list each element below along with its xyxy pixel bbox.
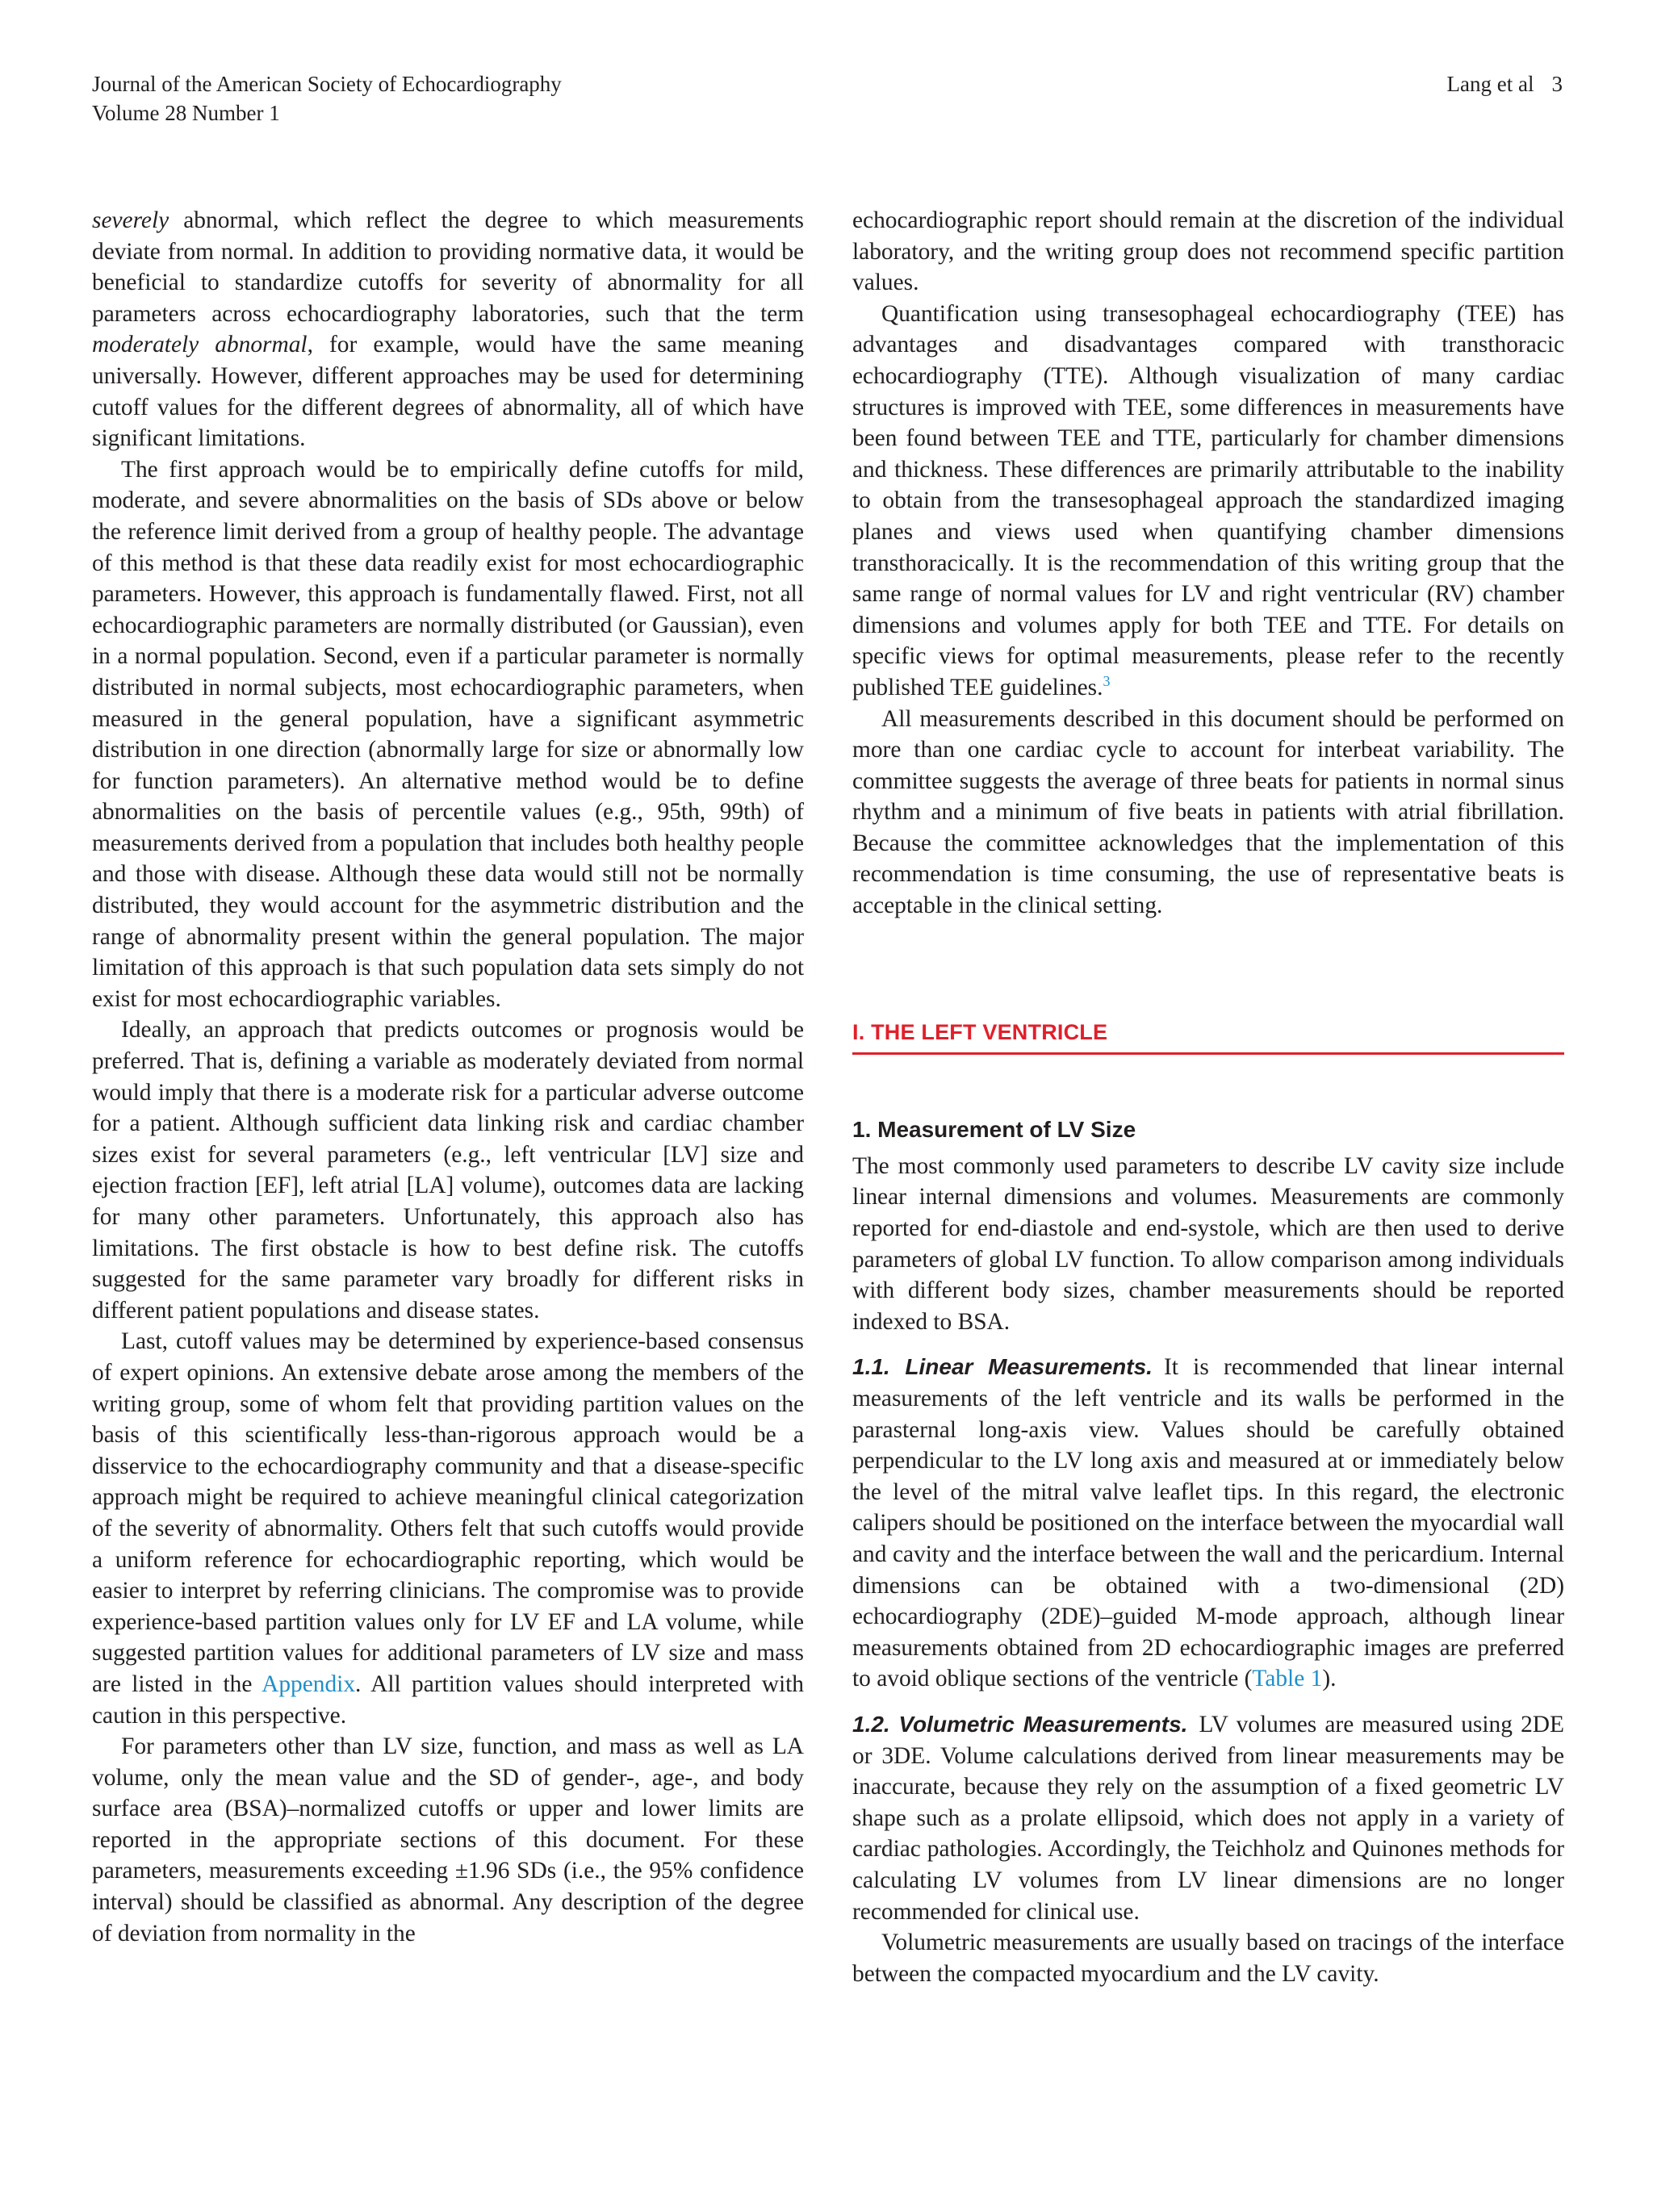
page-number: 3: [1551, 72, 1563, 96]
paragraph-text: Quantification using transesophageal echocardiography (TEE) has advantages and disadvantages compared with transthoracic echocardiography (TTE). Although visualization of many cardiac structures is improved with TEE, some differences in measurements have been found between TEE and TTE, particularly for chamber dimensions and thickness. These differences are primarily attributable to the inability to obtain from the transesophageal approach the standardized imaging planes and views used when quantifying chamber dimensions transthoracically. It is the recommendation of this writing group that the same range of normal values for LV and right ventricular (RV) chamber dimensions and volumes apply for both TEE and TTE. For details on specific views for optimal measurements, please refer to the recently published TEE guidelines.: [852, 300, 1564, 700]
paragraph-text: abnormal, which reflect the degree to which measurements deviate from normal. In addition to providing normative data, it would be beneficial to standardize cutoffs for severity of abnormality for all parameters across echocardiography laboratories, such that the term: [92, 207, 804, 327]
reference-link[interactable]: 3: [1103, 673, 1111, 690]
appendix-link[interactable]: Appendix: [262, 1670, 356, 1697]
paragraph: [92, 205, 804, 454]
spacer: [852, 922, 1564, 1017]
paragraph: [852, 1709, 1564, 1927]
author-running-head: Lang et al: [1446, 72, 1534, 96]
paragraph-text: LV volumes are measured using 2DE or 3DE. Volume calculations derived from linear measurements may be inaccurate, because they rely on the assumption of a fixed geometric LV shape such as a prolate ellipsoid, which does not apply in a variety of cardiac pathologies. Accordingly, the Teichholz and Quinones methods for calculating LV volumes from LV linear dimensions are no longer recommended for clinical use.: [852, 1711, 1564, 1925]
section-heading: I. THE LEFT VENTRICLE: [852, 1017, 1564, 1056]
left-column: [92, 205, 804, 1949]
right-column: [852, 205, 1564, 1989]
running-header-left: [92, 69, 562, 128]
paragraph: echocardiographic report should remain at the discretion of the individual laboratory, and the writing group does not recommend specific partition values.: [852, 207, 1564, 296]
paragraph: The most commonly used parameters to describe LV cavity size include linear internal dimensions and volumes. Measurements are commonly reported for end-diastole and end-systole, which are then used to derive parameters of global LV function. To allow comparison among individuals with different body sizes, chamber measurements should be reported indexed to BSA.: [852, 1152, 1564, 1335]
paragraph: For parameters other than LV size, function, and mass as well as LA volume, only the mean value and the SD of gender-, age-, and body surface area (BSA)–normalized cutoffs or upper and lower limits are reported in the appropriate sections of this document. For these parameters, measurements exceeding ±1.96 SDs (i.e., the 95% confidence interval) should be classified as abnormal. Any description of the degree of deviation from normality in the: [92, 1733, 804, 1946]
paragraph-text: It is recommended that linear internal measurements of the left ventricle and its walls be performed in the parasternal long-axis view. Values should be carefully obtained perpendicular to the LV long axis and measured at or immediately below the level of the mitral valve leaflet tips. In this regard, the electronic calipers should be positioned on the interface between the myocardial wall and cavity and the interface between the wall and the pericardium. Internal dimensions can be obtained with a two-dimensional (2D) echocardiography (2DE)–guided M-mode approach, although linear measurements obtained from 2D echocardiographic images are preferred to avoid oblique sections of the ventricle (: [852, 1354, 1564, 1692]
paragraph: The first approach would be to empirically define cutoffs for mild, moderate, and severe abnormalities on the basis of SDs above or below the reference limit derived from a group of healthy people. The advantage of this method is that these data readily exist for most echocardiographic parameters. However, this approach is fundamentally flawed. First, not all echocardiographic parameters are normally distributed (or Gaussian), even in a normal population. Second, even if a particular parameter is normally distributed in normal subjects, most echocardiographic parameters, when measured in the general population, have a significant asymmetric distribution in one direction (abnormally large for size or abnormally low for function parameters). An alternative method would be to define abnormalities on the basis of percentile values (e.g., 95th, 99th) of measurements derived from a population that includes both healthy people and those with disease. Although these data would still not be normally distributed, they would account for the asymmetric distribution and the range of abnormality present within the general population. The major limitation of this approach is that such population data sets simply do not exist for most echocardiographic variables.: [92, 456, 804, 1012]
subsection-heading: 1. Measurement of LV Size: [852, 1117, 1136, 1143]
emphasis-text: severely: [92, 207, 169, 233]
running-header-right: [1447, 69, 1563, 98]
runin-heading: 1.1. Linear Measurements.: [852, 1354, 1153, 1380]
spacer: [852, 1695, 1564, 1709]
paragraph: All measurements described in this document should be performed on more than one cardiac cycle to account for interbeat variability. The committee suggests the average of three beats for patients in normal sinus rhythm and a minimum of five beats in patients with atrial fibrillation. Because the committee acknowledges that the implementation of this recommendation is time consuming, the use of representative beats is acceptable in the clinical setting.: [852, 705, 1564, 919]
paragraph-text: , for example, would have the same meaning universally. However, different approaches may be used for determining cutoff values for the different degrees of abnormality, all of which have significant limitations.: [92, 332, 805, 452]
emphasis-text: moderately abnormal: [92, 332, 308, 358]
paragraph: Ideally, an approach that predicts outcomes or prognosis would be preferred. That is, defining a variable as moderately deviated from normal would imply that there is a moderate risk for a particular adverse outcome for a patient. Although sufficient data linking risk and cardiac chamber sizes exist for several parameters (e.g., left ventricular [LV] size and ejection fraction [EF], left atrial [LA] volume), outcomes data are lacking for many other parameters. Unfortunately, this approach also has limitations. The first obstacle is how to best define risk. The cutoffs suggested for the same parameter vary broadly for different risks in different patient populations and disease states.: [92, 1017, 804, 1323]
table-link[interactable]: Table 1: [1252, 1666, 1323, 1692]
paragraph-text: ).: [1322, 1666, 1337, 1692]
spacer: [852, 1337, 1564, 1352]
paragraph: [92, 1326, 804, 1731]
journal-name: Journal of the American Society of Echocardiography: [92, 72, 562, 96]
paragraph: [852, 1352, 1564, 1695]
runin-heading: 1.2. Volumetric Measurements.: [852, 1711, 1188, 1737]
journal-volume: Volume 28 Number 1: [92, 101, 280, 125]
paragraph: Volumetric measurements are usually based on tracings of the interface between the compacted myocardium and the LV cavity.: [852, 1930, 1564, 1987]
paragraph-text: Last, cutoff values may be determined by experience-based consensus of expert opinions. An extensive debate arose among the members of the writing group, some of whom felt that providing partition values on the basis of this scientifically less-than-rigorous approach would be a disservice to the echocardiography community and that a disease-specific approach might be required to achieve meaningful clinical categorization of the severity of abnormality. Others felt that such cutoffs would provide a uniform reference for echocardiographic reporting, which would be easier to interpret by referring clinicians. The compromise was to provide experience-based partition values only for LV EF and LA volume, while suggested partition values for additional parameters of LV size and mass are listed in the: [92, 1328, 804, 1697]
paragraph-text: . All partition values should interpreted with caution in this perspective.: [92, 1670, 805, 1729]
paragraph: [852, 299, 1564, 704]
spacer: [852, 1055, 1564, 1114]
